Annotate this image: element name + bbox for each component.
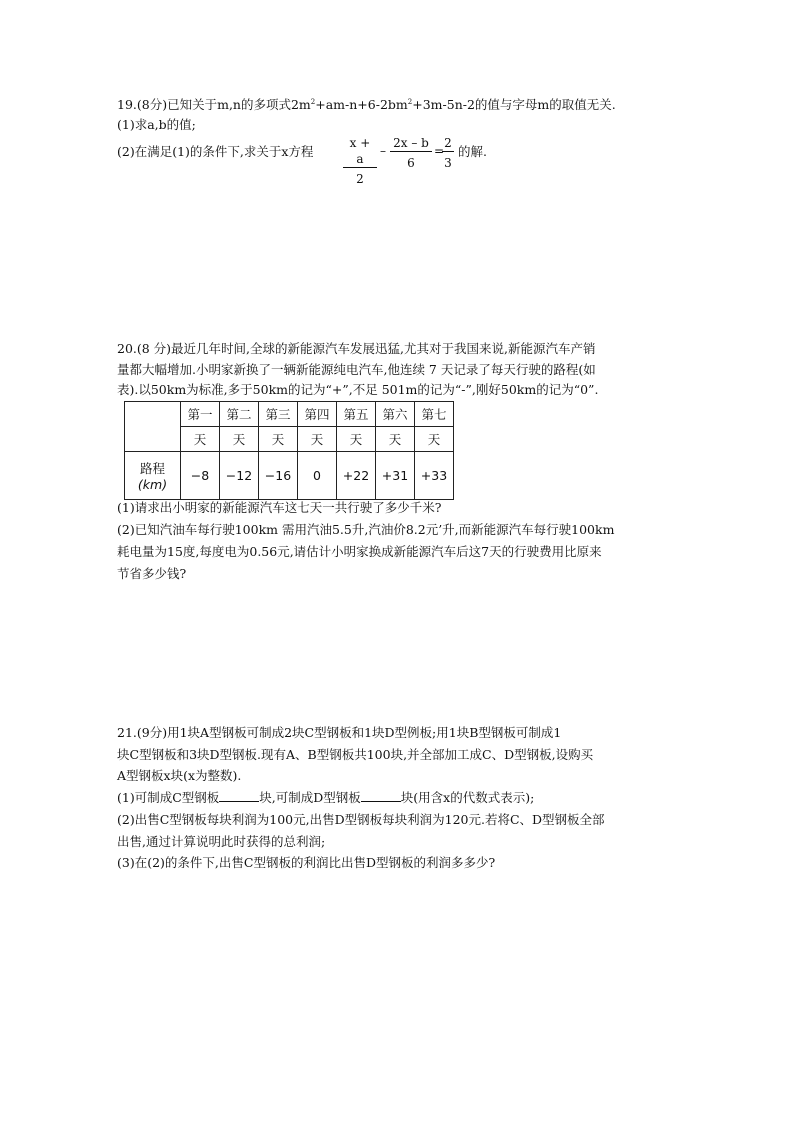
q20-line-2: 量都大幅增加.小明家新换了一辆新能源纯电汽车,他连续 7 天记录了每天行驶的路程(如 bbox=[117, 362, 596, 377]
fraction-1-numerator: x + a bbox=[343, 135, 377, 168]
q19-fraction-1 bbox=[343, 135, 377, 187]
header-day-2: 第二 bbox=[220, 402, 259, 427]
value-day-6: +31 bbox=[376, 452, 415, 500]
q19-exponent-1: 2 bbox=[310, 98, 316, 106]
q19-stem-mid: +am-n+6-2bm bbox=[315, 97, 408, 112]
header-day-7-suffix: 天 bbox=[415, 427, 454, 452]
header-day-4-suffix: 天 bbox=[298, 427, 337, 452]
q19-part1: (1)求a,b的值; bbox=[117, 117, 196, 132]
q21-line-1: 21.(9分)用1块A型钢板可制成2块C型钢板和1块D型例板;用1块B型钢板可制成1 bbox=[117, 725, 562, 740]
fraction-2-denominator: 6 bbox=[407, 156, 415, 170]
q21-part1-a: (1)可制成C型钢板 bbox=[117, 790, 220, 805]
fraction-2-numerator: 2x – b bbox=[390, 135, 432, 152]
answer-blank-d-plates[interactable] bbox=[361, 789, 401, 802]
q21-part1-c: 块(用含x的代数式表示); bbox=[400, 790, 535, 805]
row-header-unit: (km) bbox=[137, 477, 168, 492]
q21-part2-line-2: 出售,通过计算说明此时获得的总利润; bbox=[117, 834, 326, 849]
answer-blank-c-plates[interactable] bbox=[219, 789, 259, 802]
header-day-5-suffix: 天 bbox=[337, 427, 376, 452]
q19-stem-post: +3m-5n-2的值与字母m的取值无关. bbox=[412, 97, 616, 112]
q20-line-1: 20.(8 分)最近几年时间,全球的新能源汽车发展迅猛,尤其对于我国来说,新能源汽车产销 bbox=[117, 341, 596, 356]
table-corner-cell bbox=[125, 402, 181, 452]
q19-part2-text: (2)在满足(1)的条件下,求关于x方程 bbox=[117, 144, 314, 159]
q20-line-3: 表).以50km为标准,多于50km的记为“+”,不足 501m的记为“-”,刚好50km的记为“0”. bbox=[117, 382, 599, 397]
value-day-5: +22 bbox=[337, 452, 376, 500]
row-header-distance bbox=[125, 452, 181, 500]
value-day-3: −16 bbox=[259, 452, 298, 500]
value-day-4: 0 bbox=[298, 452, 337, 500]
header-day-2-suffix: 天 bbox=[220, 427, 259, 452]
q19-fraction-3 bbox=[442, 135, 454, 171]
q20-part1: (1)请求出小明家的新能源汽车这七天一共行驶了多少千米? bbox=[117, 500, 442, 515]
q20-part2-line-2: 耗电量为15度,每度电为0.56元,请估计小明家换成新能源汽车后这7天的行驶费用比原来 bbox=[117, 544, 602, 559]
q20-part2-line-3: 节省多少钱? bbox=[117, 566, 187, 581]
fraction-3-numerator: 2 bbox=[442, 135, 454, 152]
header-day-4: 第四 bbox=[298, 402, 337, 427]
fraction-1-denominator: 2 bbox=[356, 172, 364, 186]
q19-stem-pre: 19.(8分)已知关于m,n的多项式2m bbox=[117, 97, 311, 112]
q21-part3: (3)在(2)的条件下,出售C型钢板的利润比出售D型钢板的利润多多少? bbox=[117, 855, 496, 870]
q21-part2-line-1: (2)出售C型钢板每块利润为100元,出售D型钢板每块利润为120元.若将C、D型钢板全部 bbox=[117, 812, 605, 827]
row-header-label: 路程 bbox=[139, 461, 165, 476]
equals-sign: = bbox=[434, 144, 445, 158]
q21-line-3: A型钢板x块(x为整数). bbox=[117, 768, 242, 783]
header-day-3: 第三 bbox=[259, 402, 298, 427]
header-day-1-suffix: 天 bbox=[181, 427, 220, 452]
header-day-1: 第一 bbox=[181, 402, 220, 427]
minus-sign: – bbox=[380, 144, 386, 158]
q19-stem bbox=[117, 92, 616, 115]
fraction-3-denominator: 3 bbox=[444, 156, 452, 170]
value-day-7: +33 bbox=[415, 452, 454, 500]
header-day-6-suffix: 天 bbox=[376, 427, 415, 452]
header-day-7: 第七 bbox=[415, 402, 454, 427]
header-day-5: 第五 bbox=[337, 402, 376, 427]
value-day-2: −12 bbox=[220, 452, 259, 500]
q21-line-2: 块C型钢板和3块D型钢板.现有A、B型钢板共100块,并全部加工成C、D型钢板,设购买 bbox=[117, 747, 594, 762]
header-day-3-suffix: 天 bbox=[259, 427, 298, 452]
value-day-1: −8 bbox=[181, 452, 220, 500]
q19-fraction-2 bbox=[390, 135, 432, 171]
q19-part2-end: 的解. bbox=[458, 144, 487, 159]
q20-part2-line-1: (2)已知汽油车每行驶100km 需用汽油5.5升,汽油价8.2元’升,而新能源汽车每行驶100km bbox=[117, 522, 615, 537]
q19-exponent-2: 2 bbox=[407, 98, 413, 106]
header-day-6: 第六 bbox=[376, 402, 415, 427]
distance-table bbox=[124, 401, 454, 500]
q21-part1 bbox=[117, 788, 534, 808]
q21-part1-b: 块,可制成D型钢板 bbox=[259, 790, 361, 805]
